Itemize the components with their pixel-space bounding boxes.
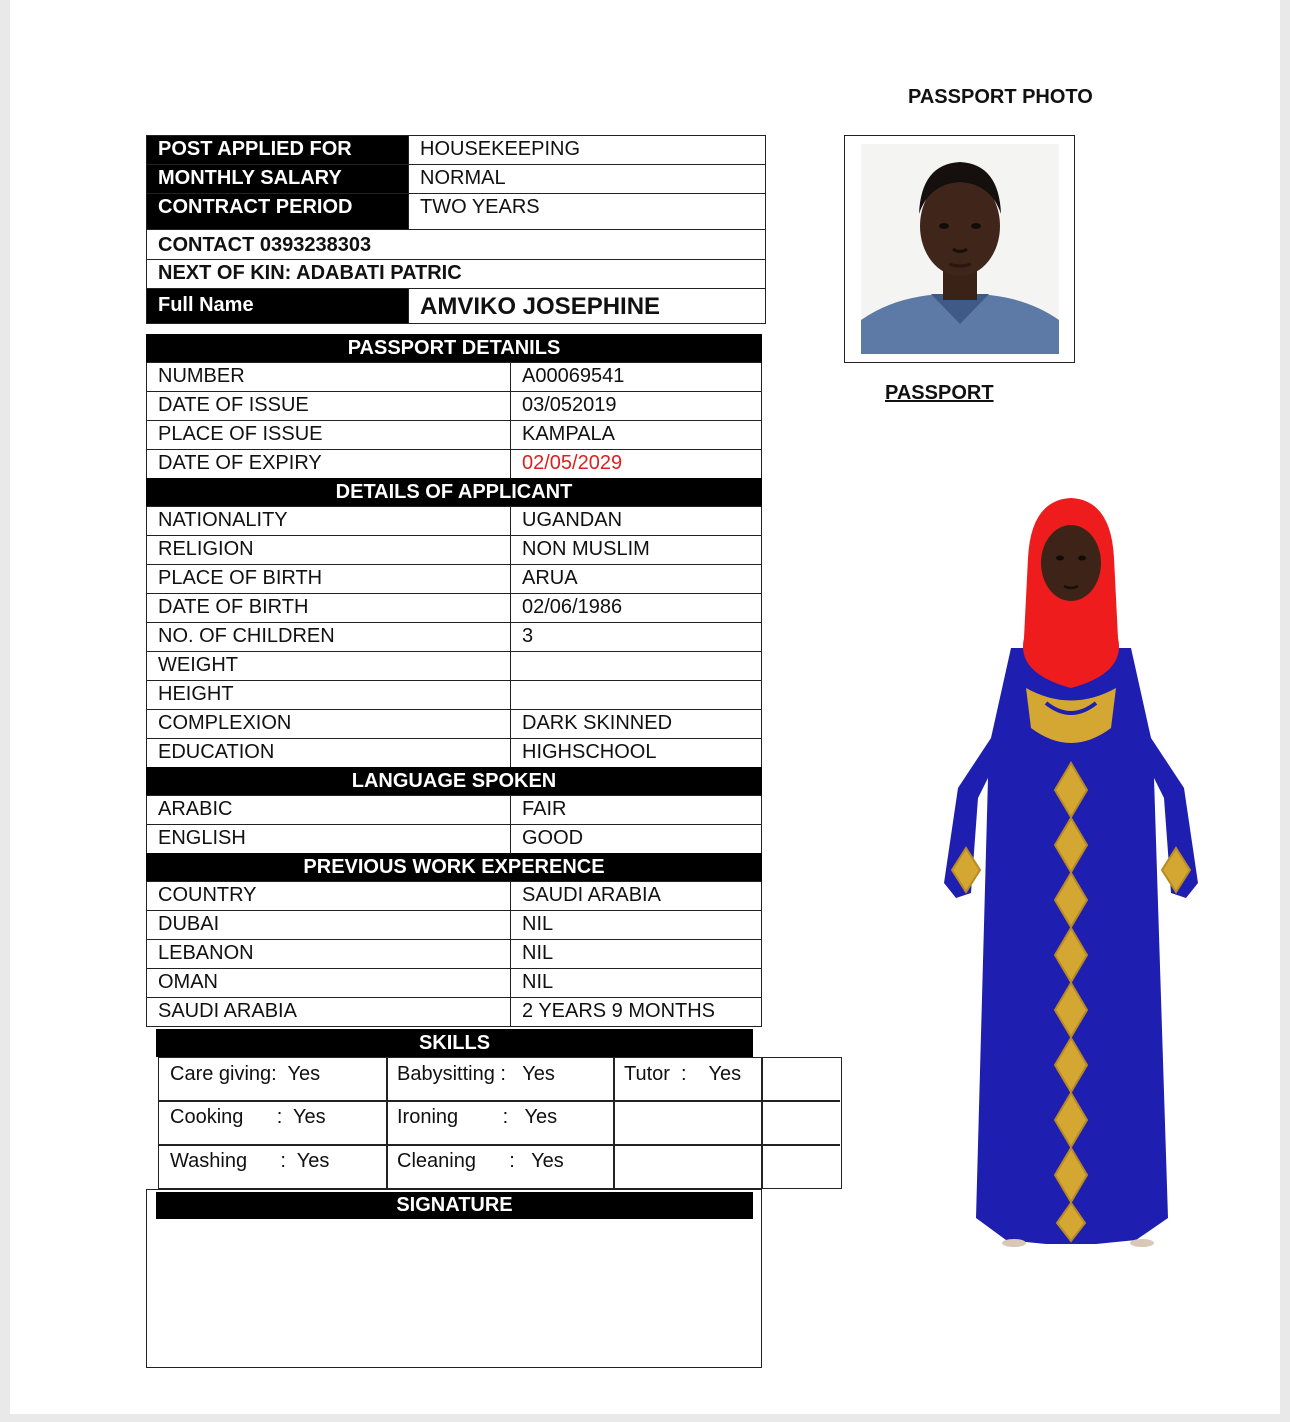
- passport-row-label: NUMBER: [146, 362, 511, 392]
- passport-row-label: DATE OF ISSUE: [146, 391, 511, 421]
- passport-row-label: DATE OF EXPIRY: [146, 449, 511, 479]
- language-row-label: ARABIC: [146, 795, 511, 825]
- next-of-kin: NEXT OF KIN: ADABATI PATRIC: [146, 259, 766, 289]
- applicant-row-label: EDUCATION: [146, 738, 511, 768]
- skill-washing: Washing : Yes: [170, 1150, 330, 1172]
- contract-period-label: CONTRACT PERIOD: [146, 193, 410, 230]
- skills-grid: [158, 1057, 842, 1189]
- post-applied-value: HOUSEKEEPING: [408, 135, 766, 165]
- applicant-row-value: HIGHSCHOOL: [510, 738, 762, 768]
- skills-header: SKILLS: [156, 1029, 753, 1057]
- contact-number: CONTACT 0393238303: [146, 229, 766, 260]
- full-body-photo: [936, 498, 1206, 1250]
- full-name-label: Full Name: [146, 288, 410, 324]
- applicant-row-label: NATIONALITY: [146, 506, 511, 536]
- applicant-row-label: HEIGHT: [146, 680, 511, 710]
- skill-care-giving: Care giving: Yes: [170, 1063, 321, 1085]
- applicant-row-value: NON MUSLIM: [510, 535, 762, 565]
- skill-tutor: Tutor : Yes: [624, 1063, 742, 1085]
- applicant-row-value: 3: [510, 622, 762, 652]
- passport-section-header: PASSPORT DETANILS: [146, 334, 762, 362]
- skill-cleaning: Cleaning : Yes: [397, 1150, 564, 1172]
- monthly-salary-label: MONTHLY SALARY: [146, 164, 410, 194]
- passport-row-value: A00069541: [510, 362, 762, 392]
- passport-photo-frame: [844, 135, 1075, 363]
- work-row-value: 2 YEARS 9 MONTHS: [510, 997, 762, 1027]
- signature-header: SIGNATURE: [156, 1192, 753, 1219]
- applicant-row-value: 02/06/1986: [510, 593, 762, 623]
- applicant-row-value: [510, 651, 762, 681]
- skill-cooking: Cooking : Yes: [170, 1106, 326, 1128]
- skill-ironing: Ironing : Yes: [397, 1106, 558, 1128]
- applicant-row-label: DATE OF BIRTH: [146, 593, 511, 623]
- passport-label: PASSPORT: [885, 382, 994, 404]
- work-row-label: LEBANON: [146, 939, 511, 969]
- applicant-row-label: RELIGION: [146, 535, 511, 565]
- work-row-label: DUBAI: [146, 910, 511, 940]
- applicant-row-label: PLACE OF BIRTH: [146, 564, 511, 594]
- passport-row-label: PLACE OF ISSUE: [146, 420, 511, 450]
- applicant-row-value: ARUA: [510, 564, 762, 594]
- passport-row-value: 03/052019: [510, 391, 762, 421]
- monthly-salary-value: NORMAL: [408, 164, 766, 194]
- applicant-row-label: NO. OF CHILDREN: [146, 622, 511, 652]
- applicant-row-label: WEIGHT: [146, 651, 511, 681]
- work-row-value: SAUDI ARABIA: [510, 881, 762, 911]
- language-row-value: FAIR: [510, 795, 762, 825]
- work-row-value: NIL: [510, 939, 762, 969]
- applicant-row-value: UGANDAN: [510, 506, 762, 536]
- applicant-section-header: DETAILS OF APPLICANT: [146, 478, 762, 506]
- cv-page: [10, 0, 1280, 1414]
- passport-row-value: 02/05/2029: [510, 449, 762, 479]
- work-row-value: NIL: [510, 910, 762, 940]
- language-section-header: LANGUAGE SPOKEN: [146, 767, 762, 795]
- contract-period-value: TWO YEARS: [408, 193, 766, 230]
- skill-babysitting: Babysitting : Yes: [397, 1063, 555, 1085]
- language-row-label: ENGLISH: [146, 824, 511, 854]
- full-name-value: AMVIKO JOSEPHINE: [408, 288, 766, 324]
- passport-photo: [861, 144, 1059, 354]
- work-row-label: OMAN: [146, 968, 511, 998]
- applicant-row-label: COMPLEXION: [146, 709, 511, 739]
- applicant-row-value: [510, 680, 762, 710]
- passport-row-value: KAMPALA: [510, 420, 762, 450]
- work-row-label: SAUDI ARABIA: [146, 997, 511, 1027]
- applicant-row-value: DARK SKINNED: [510, 709, 762, 739]
- passport-photo-label: PASSPORT PHOTO: [908, 86, 1093, 108]
- post-applied-label: POST APPLIED FOR: [146, 135, 410, 165]
- work-section-header: PREVIOUS WORK EXPERENCE: [146, 853, 762, 881]
- language-row-value: GOOD: [510, 824, 762, 854]
- work-row-label: COUNTRY: [146, 881, 511, 911]
- work-row-value: NIL: [510, 968, 762, 998]
